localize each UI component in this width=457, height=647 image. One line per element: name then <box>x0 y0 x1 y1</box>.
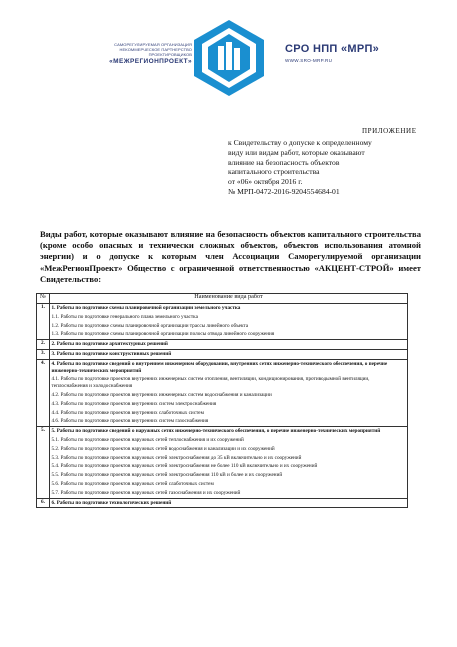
org-right-title: СРО НПП «МРП» <box>285 43 380 55</box>
table-row <box>37 498 408 508</box>
work-item: 4.3. Работы по подготовке проектов внутренних систем электроснабжения <box>51 400 217 407</box>
work-item: 4.2. Работы по подготовке проектов внутренних инженерных систем водоснабжения и канализации <box>51 391 272 398</box>
intro-paragraph: Виды работ, которые оказывают влияние на безопасность объектов капитального строительства (кроме особо опасных и технически сложных объектов, объектов использования атомной энергии) и о допуске к которым член Ассоциации Саморегулируемой организации «МежРегионПроект» Общество с ограниченной ответственностью «АКЦЕНТ-СТРОЙ» имеет Свидетельство: <box>40 229 421 284</box>
row-number: 4. <box>37 359 50 426</box>
section-title: 4. Работы по подготовке сведений о внутреннем инженерном оборудовании, внутренних сетях инженерно-технического обеспечения, о перечне инженерно-технических мероприятий <box>51 360 388 374</box>
work-item: 1.2. Работы по подготовке схемы планировочной организации трассы линейного объекта <box>51 322 249 329</box>
row-number: 1. <box>37 304 50 340</box>
row-content <box>50 427 408 498</box>
appendix-line: к Свидетельству о допуске к определенному <box>228 138 372 147</box>
org-left-line2: НЕКОММЕРЧЕСКОЕ ПАРТНЕРСТВО ПРОЕКТИРОВЩИКОВ <box>119 47 192 57</box>
works-table <box>36 293 408 508</box>
col-num-header: № <box>37 294 50 304</box>
work-item: 5.1. Работы по подготовке проектов наружных сетей теплоснабжения и их сооружений <box>51 436 244 443</box>
table-row <box>37 427 408 498</box>
work-item: 5.4. Работы по подготовке проектов наружных сетей электроснабжения не более 110 кВ включительно и их сооружений <box>51 463 318 470</box>
org-right-block <box>285 43 415 63</box>
row-number: 6. <box>37 498 50 508</box>
appendix-line: влияние на безопасность объектов <box>228 157 340 167</box>
appendix-line: капитального строительства <box>228 167 320 177</box>
work-item: 1.3. Работы по подготовке схемы планировочной организации полосы отвода линейного сооружения <box>51 331 275 338</box>
appendix-heading: ПРИЛОЖЕНИЕ <box>362 127 417 135</box>
section-title: 3. Работы по подготовке конструктивных решений <box>51 350 172 357</box>
row-content <box>50 498 408 508</box>
row-content <box>50 349 408 359</box>
org-left-line1: САМОРЕГУЛИРУЕМАЯ ОРГАНИЗАЦИЯ <box>114 42 192 47</box>
table-row <box>37 359 408 426</box>
letterhead <box>0 0 457 80</box>
appendix-text <box>228 138 428 197</box>
org-left-brand: «МЕЖРЕГИОНПРОЕКТ» <box>109 58 192 65</box>
work-item: 5.3. Работы по подготовке проектов наружных сетей электроснабжения до 35 кВ включительно и их сооружений <box>51 454 302 461</box>
org-left-block <box>82 42 192 65</box>
section-title: 2. Работы по подготовке архитектурных решений <box>51 341 168 348</box>
section-title: 5. Работы по подготовке сведений о наружных сетях инженерно-технического обеспечения, о перечне инженерно-технических мероприятий <box>51 428 381 435</box>
row-content <box>50 359 408 426</box>
work-item: 5.7. Работы по подготовке проектов наружных сетей газоснабжения и их сооружений <box>51 489 241 496</box>
row-number: 2. <box>37 340 50 350</box>
appendix-line: от «06» октября 2016 г. <box>228 177 303 187</box>
work-item: 5.2. Работы по подготовке проектов наружных сетей водоснабжения и канализации и их сооружений <box>51 445 275 452</box>
row-content <box>50 340 408 350</box>
appendix-line: виду или видам работ, которые оказывают <box>228 147 365 157</box>
work-item: 1.1. Работы по подготовке генерального плана земельного участка <box>51 313 198 320</box>
work-item: 4.1. Работы по подготовке проектов внутренних инженерных систем отопления, вентиляции, кондиционирования, противодымной вентиляции, теплоснабжения и холодоснабжения <box>51 376 370 390</box>
table-body <box>37 304 408 508</box>
work-item: 4.4. Работы по подготовке проектов внутренних слаботочных систем <box>51 409 204 416</box>
sro-emblem-icon <box>192 18 266 98</box>
work-item: 5.5. Работы по подготовке проектов наружных сетей электроснабжения 110 кВ и более и их сооружений <box>51 472 283 479</box>
table-row <box>37 349 408 359</box>
table-row <box>37 340 408 350</box>
work-item: 4.6. Работы по подготовке проектов внутренних систем газоснабжения <box>51 418 209 425</box>
table-header-row <box>37 294 408 304</box>
work-item: 5.6. Работы по подготовке проектов наружных сетей слаботочных систем <box>51 480 214 487</box>
org-website: WWW.SRO-MRP.RU <box>285 58 333 63</box>
row-number: 3. <box>37 349 50 359</box>
section-title: 6. Работы по подготовке технологических решений <box>51 499 172 506</box>
row-content <box>50 304 408 340</box>
appendix-line: № МРП-0472-2016-9204554684-01 <box>228 186 340 196</box>
col-name-header: Наименование вида работ <box>50 294 408 304</box>
row-number: 5. <box>37 427 50 498</box>
table-row <box>37 304 408 340</box>
section-title: 1. Работы по подготовке схемы планировочной организации земельного участка <box>51 305 241 311</box>
